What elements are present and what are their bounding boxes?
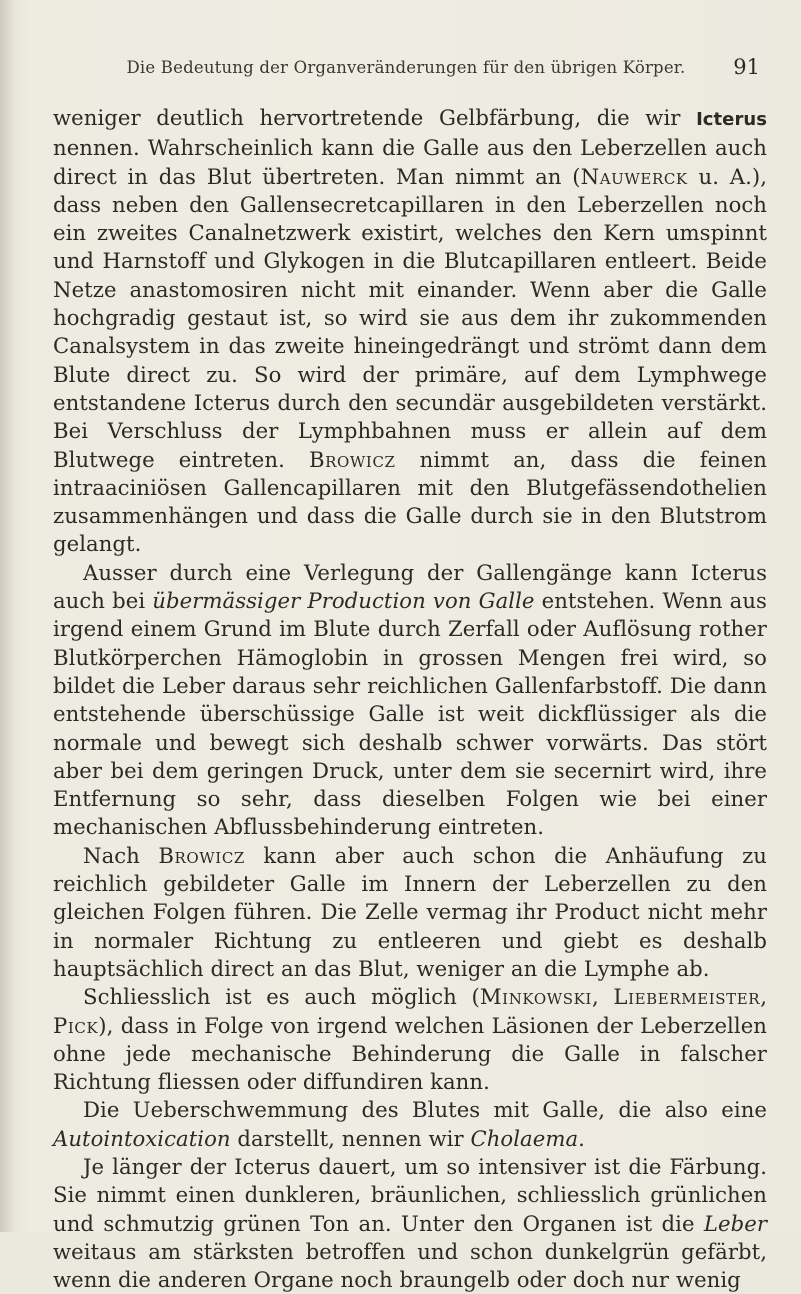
italic-term: Cholaema — [470, 1125, 579, 1151]
running-head: Die Bedeutung der Organveränderungen für den übrigen Körper. — [126, 58, 686, 77]
page-header — [96, 55, 760, 86]
page-number: 91 — [733, 55, 760, 79]
text-run: kann aber auch schon die Anhäufung zu reichlich gebildeter Galle im Innern der Leberzellen zu den gleichen Folgen führen. Die Zelle vermag ihr Product nicht mehr in normaler Richtung zu entleeren und giebt es deshalb hauptsächlich direct an das Blut, weniger an die Lymphe ab. — [53, 842, 767, 981]
text-run: weniger deutlich hervortretende Gelbfärbung, die wir — [53, 105, 697, 130]
paragraph — [53, 559, 767, 842]
paragraph — [53, 104, 767, 559]
text-run: , — [591, 984, 614, 1010]
body-text — [53, 104, 767, 1294]
italic-term: Autointoxication — [53, 1125, 231, 1151]
text-run: Je länger der Icterus dauert, um so intensiver ist die Färbung. Sie nimmt einen dunkleren, bräunlichen, schliesslich grünlichen und schmutzig grünen Ton an. Unter den Organen ist die — [53, 1153, 767, 1236]
text-run: Nach — [83, 842, 159, 868]
author-name: Browicz — [158, 842, 245, 868]
text-run: weitaus am stärksten betroffen und schon dunkelgrün gefärbt, wenn die anderen Organe noch braungelb oder doch nur wenig — [53, 1238, 767, 1293]
text-run: Die Ueberschwemmung des Blutes mit Galle, die also eine — [83, 1097, 767, 1123]
page-binding-edge — [0, 0, 14, 1232]
text-run: entstehen. Wenn aus irgend einem Grund im Blute durch Zerfall oder Auflösung rother Blutkörperchen Hämoglobin in grossen Mengen frei wird, so bildet die Leber daraus sehr reichlichen Gallenfarbstoff. Die dann entstehende überschüssige Galle ist weit dickflüssiger als die normale und bewegt sich deshalb schwer vorwärts. Das stört aber bei dem geringen Druck, unter dem sie secernirt wird, ihre Entfernung so sehr, dass dieselben Folgen wie bei einer mechanischen Abflussbehinderung eintreten. — [53, 588, 767, 840]
author-name: Nauwerck — [580, 163, 688, 189]
text-run: nennen. Wahrscheinlich kann die Galle aus den Leberzellen auch direct in das Blut übertreten. Man nimmt an ( — [53, 135, 767, 189]
paragraph — [53, 1096, 767, 1153]
text-run: Ausser durch eine Verlegung der Gallengänge kann Icterus auch bei — [53, 559, 767, 614]
italic-term: Leber — [703, 1210, 767, 1236]
text-run: Schliesslich ist es auch möglich ( — [83, 984, 480, 1010]
text-run: ), dass in Folge von irgend welchen Läsionen der Leberzellen ohne jede mechanische Behinderung die Galle in falscher Richtung fliessen oder diffundiren kann. — [53, 1012, 767, 1095]
bold-term: Icterus — [696, 109, 767, 130]
text-run: nimmt an, dass die feinen intraaciniösen Gallencapillaren mit den Blutgefässendothelien zusammenhängen und dass die Galle durch sie in den Blutstrom gelangt. — [53, 446, 768, 557]
author-name: Pick — [53, 1012, 99, 1038]
author-name: Liebermeister — [613, 984, 761, 1010]
paragraph — [53, 1153, 767, 1294]
italic-term: übermässiger Production von Galle — [152, 588, 535, 614]
author-name: Browicz — [308, 446, 396, 472]
paragraph — [53, 983, 767, 1096]
text-run: u. A.), dass neben den Gallensecretcapillaren in den Leberzellen noch ein zweites Canalnetzwerk existirt, welches den Kern umspinnt und Harnstoff und Glykogen in die Blutcapillaren entleert. Beide Netze anastomosiren nicht mit einander. Wenn aber die Galle hochgradig gestaut ist, so wird sie aus dem ihr zukommenden Canalsystem in das zweite hineingedrängt und strömt dann dem Blute direct zu. So wird der primäre, auf dem Lymphwege entstandene Icterus durch den secundär ausgebildeten verstärkt. Bei Verschluss der Lymphbahnen muss er allein auf dem Blutwege eintreten. — [53, 163, 767, 472]
paragraph — [53, 842, 767, 983]
text-run: , — [760, 984, 767, 1010]
text-run: darstellt, nennen wir — [230, 1125, 471, 1151]
author-name: Minkowski — [479, 984, 592, 1010]
text-run: . — [578, 1125, 585, 1151]
